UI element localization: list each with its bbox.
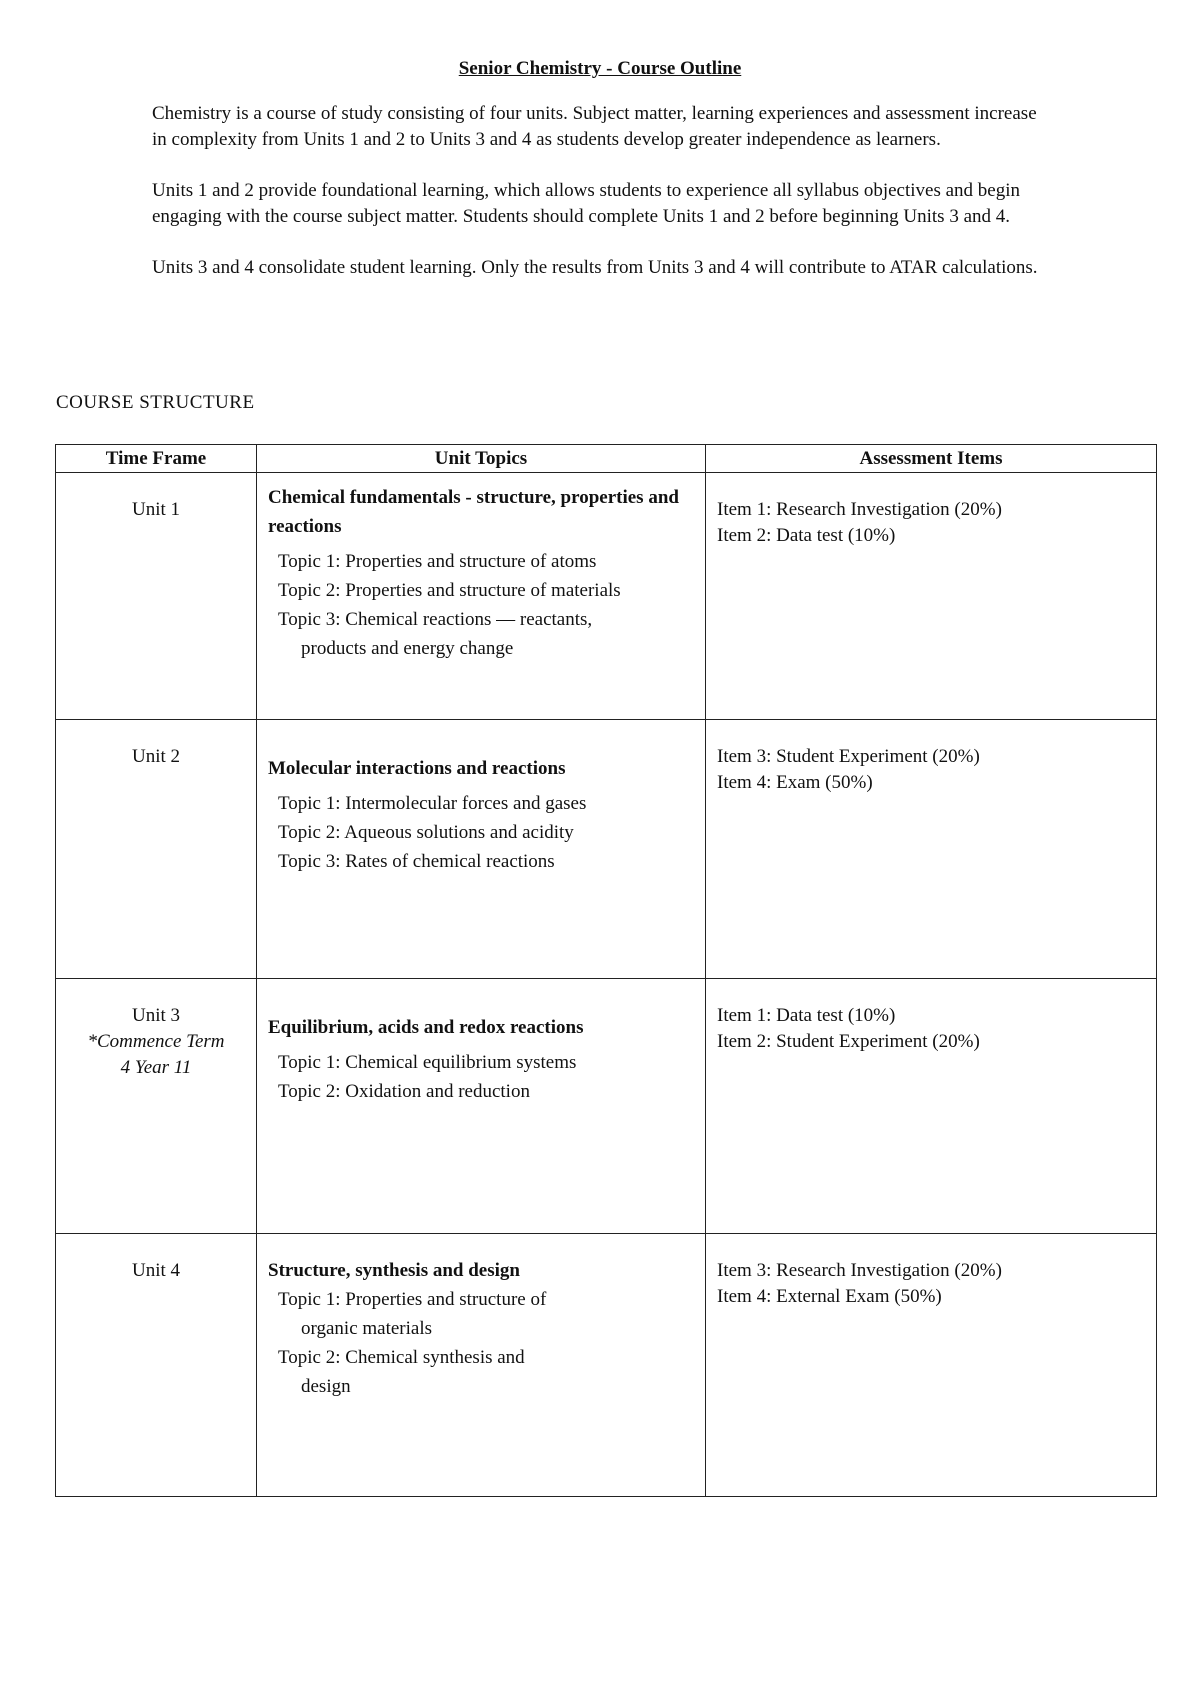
intro-paragraph: Chemistry is a course of study consisting of four units. Subject matter, learning experiences and assessment increase in complexity from Units 1 and 2 to Units 3 and 4 as students develop greater independence as learners.: [152, 103, 1037, 150]
time-frame-cell: [56, 720, 257, 979]
assessment-items-cell: [706, 1234, 1157, 1497]
intro-text: [152, 101, 1052, 306]
assessment-item: Item 4: External Exam (50%): [717, 1286, 942, 1307]
table-row: [56, 720, 1157, 979]
assessment-item: Item 4: Exam (50%): [717, 772, 873, 793]
header-assessment-items: Assessment Items: [706, 445, 1157, 473]
assessment-item: Item 3: Student Experiment (20%): [717, 746, 980, 767]
topic-item: Topic 1: Properties and structure of atoms: [278, 551, 597, 572]
unit-heading: Equilibrium, acids and redox reactions: [268, 1017, 584, 1038]
assessment-item: Item 2: Data test (10%): [717, 525, 896, 546]
topic-item: Topic 2: Aqueous solutions and acidity: [278, 822, 574, 843]
table-header-row: [56, 445, 1157, 473]
unit-topics-cell: [257, 720, 706, 979]
unit-label: Unit 4: [131, 1260, 181, 1281]
unit-label: Unit 3: [131, 1005, 181, 1026]
section-heading: COURSE STRUCTURE: [56, 392, 255, 413]
unit-label: Unit 2: [131, 746, 181, 767]
assessment-items-cell: [706, 720, 1157, 979]
intro-paragraph: Units 3 and 4 consolidate student learning. Only the results from Units 3 and 4 will contribute to ATAR calculations.: [152, 257, 1038, 278]
time-frame-cell: [56, 473, 257, 720]
unit-heading: Chemical fundamentals - structure, properties and reactions: [268, 487, 679, 537]
assessment-item: Item 1: Research Investigation (20%): [717, 499, 1002, 520]
assessment-item: Item 3: Research Investigation (20%): [717, 1260, 1002, 1281]
table-row: [56, 1234, 1157, 1497]
header-time-frame: Time Frame: [56, 445, 257, 473]
topic-item: Topic 2: Chemical synthesis and design: [278, 1347, 525, 1397]
assessment-item: Item 1: Data test (10%): [717, 1005, 896, 1026]
unit-topics-cell: [257, 979, 706, 1234]
document-title: Senior Chemistry - Course Outline: [458, 58, 742, 79]
unit-topics-cell: [257, 1234, 706, 1497]
unit-topics-cell: [257, 473, 706, 720]
intro-paragraph: Units 1 and 2 provide foundational learning, which allows students to experience all syllabus objectives and begin engaging with the course subject matter. Students should complete Units 1 and 2 before beginning Units 3 and 4.: [152, 180, 1020, 227]
topic-item: Topic 2: Properties and structure of materials: [278, 580, 621, 601]
unit-heading: Structure, synthesis and design: [268, 1260, 520, 1281]
table-row: [56, 979, 1157, 1234]
time-frame-cell: [56, 979, 257, 1234]
topic-item: Topic 1: Properties and structure of organic materials: [278, 1289, 547, 1339]
unit-note: 4 Year 11: [120, 1057, 192, 1078]
topic-item: Topic 1: Chemical equilibrium systems: [278, 1052, 577, 1073]
topic-item: Topic 2: Oxidation and reduction: [278, 1081, 530, 1102]
unit-heading: Molecular interactions and reactions: [268, 758, 566, 779]
course-structure-table: [55, 444, 1157, 1497]
unit-label: Unit 1: [131, 499, 181, 520]
time-frame-cell: [56, 1234, 257, 1497]
table-row: [56, 473, 1157, 720]
assessment-item: Item 2: Student Experiment (20%): [717, 1031, 980, 1052]
topic-item: Topic 3: Chemical reactions — reactants, products and energy change: [278, 609, 593, 659]
assessment-items-cell: [706, 979, 1157, 1234]
topic-item: Topic 1: Intermolecular forces and gases: [278, 793, 587, 814]
assessment-items-cell: [706, 473, 1157, 720]
header-unit-topics: Unit Topics: [257, 445, 706, 473]
unit-note: *Commence Term: [87, 1031, 225, 1052]
topic-item: Topic 3: Rates of chemical reactions: [278, 851, 555, 872]
